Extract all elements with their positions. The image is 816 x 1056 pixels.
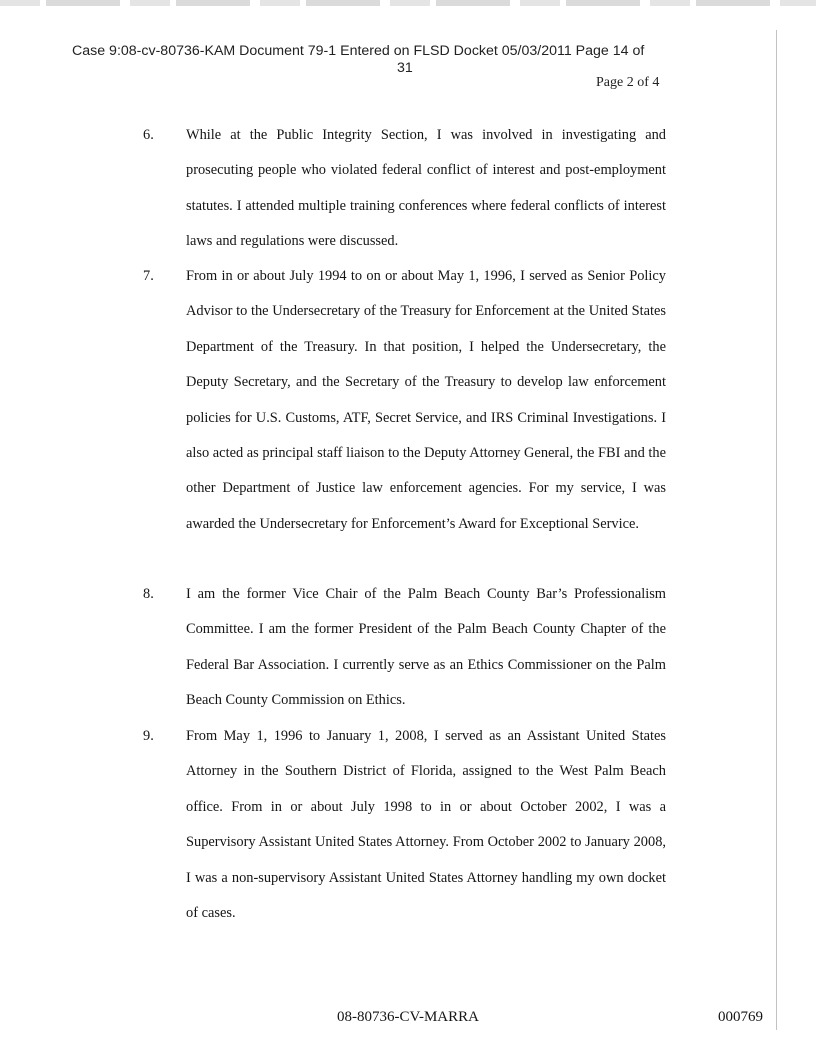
paragraph-number: 7. (143, 268, 154, 284)
paragraph-text: I am the former Vice Chair of the Palm Beach County Bar’s Professionalism Committee. I am the former President of the Palm Beach County Chapter of the Federal Bar Association. I currently serve as an Ethics Commissioner on the Palm Beach County Commission on Ethics. (186, 586, 666, 709)
page-of-indicator: Page 2 of 4 (596, 75, 660, 90)
scan-edge-right (776, 30, 777, 1030)
footer-bates-number: 000769 (718, 1009, 763, 1025)
paragraph-number: 6. (143, 127, 154, 143)
paragraph-number: 8. (143, 586, 154, 602)
ecf-header (72, 43, 732, 76)
paragraph-text: While at the Public Integrity Section, I was involved in investigating and prosecuting people who violated federal conflict of interest and post-employment statutes. I attended multiple training conferences where federal conflicts of interest laws and regulations were discussed. (186, 127, 666, 250)
scan-edge-top (0, 0, 816, 6)
paragraph-text: From May 1, 1996 to January 1, 2008, I served as an Assistant United States Attorney in the Southern District of Florida, assigned to the West Palm Beach office. From in or about July 1998 to in or about October 2002, I was a Supervisory Assistant United States Attorney. From October 2002 to January 2008, I was a non-supervisory Assistant United States Attorney handling my own docket of cases. (186, 728, 666, 922)
ecf-header-case-line: Case 9:08-cv-80736-KAM Document 79-1 Entered on FLSD Docket 05/03/2011 Page 14 of (72, 43, 645, 59)
ecf-header-page-total: 31 (397, 60, 413, 76)
paragraph-text: From in or about July 1994 to on or about May 1, 1996, I served as Senior Policy Advisor to the Undersecretary of the Treasury for Enforcement at the United States Department of the Treasury. In that position, I helped the Undersecretary, the Deputy Secretary, and the Secretary of the Treasury to develop law enforcement policies for U.S. Customs, ATF, Secret Service, and IRS Criminal Investigations. I also acted as principal staff liaison to the Deputy Attorney General, the FBI and the other Department of Justice law enforcement agencies. For my service, I was awarded the Undersecretary for Enforcement’s Award for Exceptional Service. (186, 268, 666, 532)
footer-case-number: 08-80736-CV-MARRA (337, 1009, 479, 1025)
paragraph-number: 9. (143, 728, 154, 744)
